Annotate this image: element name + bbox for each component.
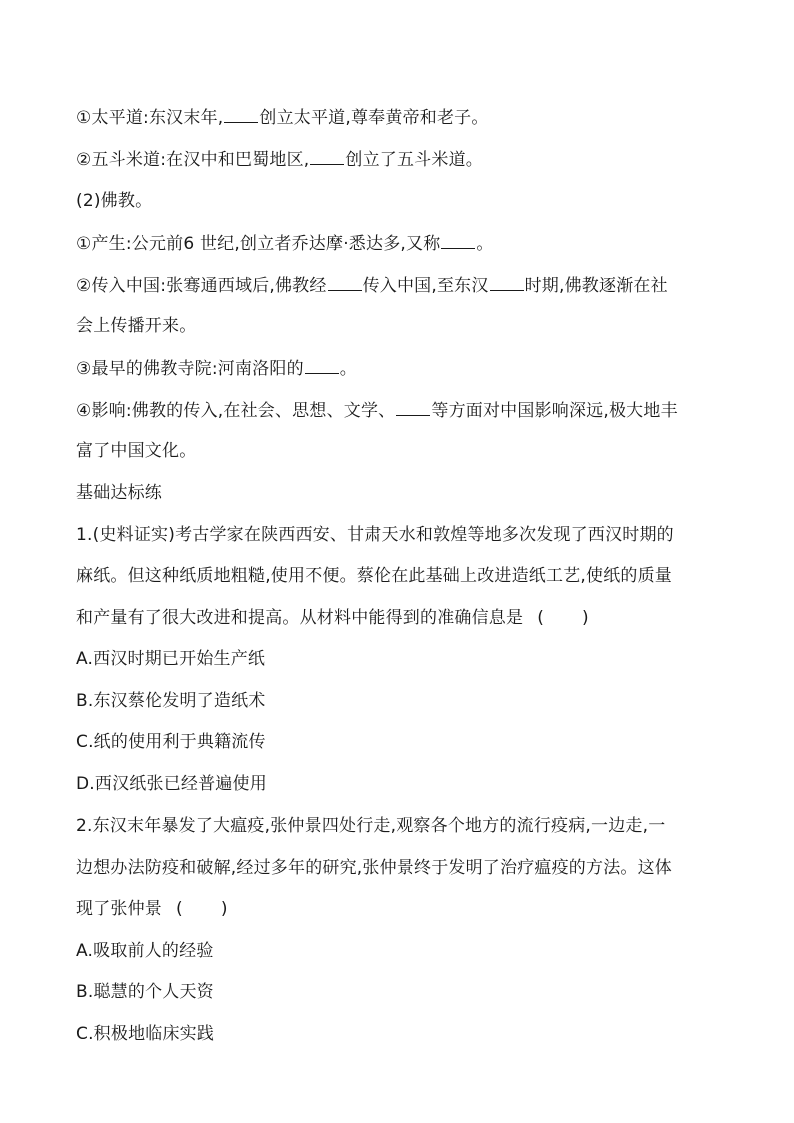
text-segment: 。 [339, 359, 357, 379]
bracket-open: ( [537, 608, 545, 628]
question-1-option-c [76, 731, 726, 753]
option-text: A.吸取前人的经验 [76, 941, 214, 961]
fill-blank [328, 274, 362, 291]
bracket-open: ( [176, 899, 183, 919]
text-segment: 1.(史料证实)考古学家在陕西西安、甘肃天水和敦煌等地多次发现了西汉时期的 [76, 525, 674, 545]
text-segment: 时期,佛教逐渐在社 [524, 276, 668, 296]
fill-blank [224, 106, 258, 123]
text-line-influence-cont [76, 440, 726, 462]
text-segment: ③最早的佛教寺院:河南洛阳的 [76, 359, 304, 379]
option-text: B.东汉蔡伦发明了造纸术 [76, 691, 266, 711]
fill-blank [441, 232, 475, 249]
answer-bracket [537, 607, 589, 629]
option-text: C.纸的使用利于典籍流传 [76, 732, 266, 752]
question-1-option-d [76, 773, 726, 795]
section-heading-practice [76, 482, 726, 504]
text-line-spread [76, 274, 726, 297]
question-2-line-2 [76, 857, 726, 879]
text-line-temple [76, 357, 726, 380]
question-1-option-b [76, 690, 726, 712]
question-2-option-a [76, 940, 726, 962]
text-segment: 2.东汉末年暴发了大瘟疫,张仲景四处行走,观察各个地方的流行疫病,一边走,一 [76, 816, 666, 836]
question-1-line-1 [76, 524, 726, 546]
text-segment: 会上传播开来。 [76, 316, 197, 336]
fill-blank [490, 274, 524, 291]
text-segment: ④影响:佛教的传入,在社会、思想、文学、 [76, 401, 396, 421]
fill-blank [305, 357, 339, 374]
text-segment: 麻纸。但这种纸质地粗糙,使用不便。蔡伦在此基础上改进造纸工艺,使纸的质量 [76, 566, 673, 586]
text-segment: ②传入中国:张骞通西域后,佛教经 [76, 276, 327, 296]
question-2-option-b [76, 981, 726, 1003]
text-segment: 创立太平道,尊奉黄帝和老子。 [259, 108, 489, 128]
text-segment: (2)佛教。 [76, 191, 153, 211]
text-segment: 和产量有了很大改进和提高。从材料中能得到的准确信息是 [76, 608, 524, 628]
text-segment: 基础达标练 [76, 483, 162, 503]
text-segment: 传入中国,至东汉 [362, 276, 489, 296]
text-segment: 边想办法防疫和破解,经过多年的研究,张仲景终于发明了治疗瘟疫的方法。这体 [76, 858, 673, 878]
fill-blank [310, 148, 344, 165]
text-line-influence [76, 399, 726, 422]
option-text: B.聪慧的个人天资 [76, 982, 214, 1002]
question-2-option-c [76, 1023, 726, 1045]
question-2-line-3 [76, 898, 726, 920]
text-segment: 富了中国文化。 [76, 441, 197, 461]
question-1-line-3 [76, 607, 726, 629]
text-segment: ①太平道:东汉末年, [76, 108, 224, 128]
bracket-close: ) [220, 899, 228, 919]
question-1-option-a [76, 648, 726, 670]
question-2-line-1 [76, 815, 726, 837]
text-line-wudoumi [76, 148, 726, 171]
bracket-close: ) [582, 608, 589, 628]
text-segment: 。 [476, 234, 494, 254]
text-segment: 现了张仲景 [76, 899, 162, 919]
answer-bracket [176, 898, 228, 920]
question-1-line-2 [76, 565, 726, 587]
text-line-taiping [76, 106, 726, 129]
option-text: D.西汉纸张已经普遍使用 [76, 774, 267, 794]
section-heading-buddhism [76, 190, 726, 212]
fill-blank [396, 399, 430, 416]
text-segment: ①产生:公元前6 世纪,创立者乔达摩·悉达多,又称 [76, 234, 441, 254]
text-segment: ②五斗米道:在汉中和巴蜀地区, [76, 150, 310, 170]
text-segment: 创立了五斗米道。 [345, 150, 483, 170]
option-text: C.积极地临床实践 [76, 1024, 215, 1044]
text-line-spread-cont [76, 315, 726, 337]
option-text: A.西汉时期已开始生产纸 [76, 649, 266, 669]
text-line-origin [76, 232, 726, 255]
text-segment: 等方面对中国影响深远,极大地丰 [431, 401, 678, 421]
